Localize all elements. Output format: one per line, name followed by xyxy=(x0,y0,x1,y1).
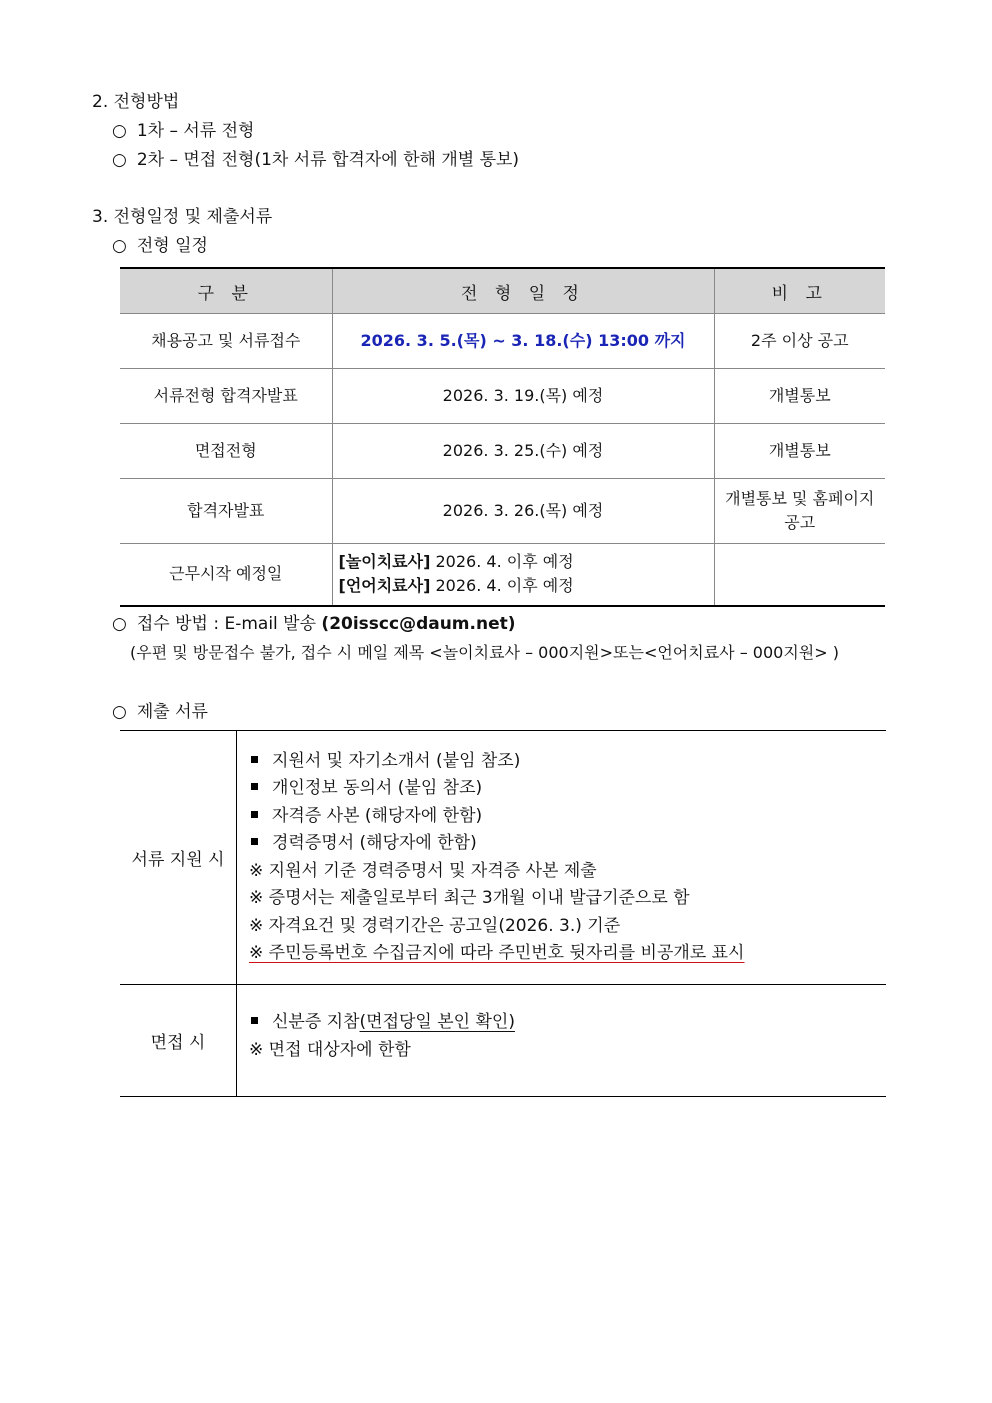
method-item-1: ○ 1차 – 서류 전형 xyxy=(112,121,255,141)
circle-bullet-icon: ○ xyxy=(112,150,127,170)
row-category: 채용공고 및 서류접수 xyxy=(120,314,332,369)
square-bullet-icon xyxy=(251,838,258,845)
documents-label: ○ 제출 서류 xyxy=(112,702,208,722)
table-row xyxy=(120,544,885,606)
table-header-row xyxy=(120,268,885,314)
row-note: 2주 이상 공고 xyxy=(714,314,885,369)
row-date: 2026. 3. 19.(목) 예정 xyxy=(332,369,714,424)
header-schedule: 전 형 일 정 xyxy=(332,268,714,314)
square-bullet-icon xyxy=(251,783,258,790)
method-item-2: ○ 2차 – 면접 전형(1차 서류 합격자에 한해 개별 통보) xyxy=(112,150,520,170)
row-category: 합격자발표 xyxy=(120,479,332,544)
row-category: 근무시작 예정일 xyxy=(120,544,332,606)
list-item: 경력증명서 (해당자에 한함) xyxy=(249,830,886,858)
row-date: 2026. 3. 26.(목) 예정 xyxy=(332,479,714,544)
row-note: 개별통보 xyxy=(714,424,885,479)
section-2-heading: 2. 전형방법 xyxy=(92,92,180,112)
circle-bullet-icon: ○ xyxy=(112,702,127,722)
square-bullet-icon xyxy=(251,811,258,818)
table-row xyxy=(120,369,885,424)
note-item: ※ 면접 대상자에 한함 xyxy=(249,1039,411,1060)
row-date: 2026. 3. 5.(목) ~ 3. 18.(수) 13:00 까지 xyxy=(332,314,714,369)
doc-category: 면접 시 xyxy=(120,985,237,1097)
note-item: ※ 지원서 기준 경력증명서 및 자격증 사본 제출 xyxy=(249,860,597,881)
note-item: ※ 증명서는 제출일로부터 최근 3개월 이내 발급기준으로 함 xyxy=(249,888,690,908)
table-row xyxy=(120,424,885,479)
note-item: ※ 자격요건 및 경력기간은 공고일(2026. 3.) 기준 xyxy=(249,915,621,936)
list-item: 자격증 사본 (해당자에 한함) xyxy=(249,803,886,831)
list-item: 개인정보 동의서 (붙임 참조) xyxy=(249,775,886,803)
circle-bullet-icon: ○ xyxy=(112,121,127,141)
submission-note: (우편 및 방문접수 불가, 접수 시 메일 제목 <놀이치료사 – 000지원>또는<언어치료사 – 000지원> ) xyxy=(130,643,839,662)
row-category: 서류전형 합격자발표 xyxy=(120,369,332,424)
table-row xyxy=(120,314,885,369)
header-note: 비 고 xyxy=(714,268,885,314)
circle-bullet-icon: ○ xyxy=(112,614,127,634)
schedule-label: ○ 전형 일정 xyxy=(112,236,208,256)
doc-category: 서류 지원 시 xyxy=(120,731,237,985)
list-item: 신분증 지참(면접당일 본인 확인) xyxy=(249,1009,886,1037)
row-note: 개별통보 xyxy=(714,369,885,424)
documents-table xyxy=(120,730,886,1097)
doc-list xyxy=(237,731,887,985)
circle-bullet-icon: ○ xyxy=(112,236,127,256)
row-category: 면접전형 xyxy=(120,424,332,479)
row-note xyxy=(714,544,885,606)
row-note: 개별통보 및 홈페이지 공고 xyxy=(714,479,885,544)
table-row xyxy=(120,731,886,985)
list-item: 지원서 및 자기소개서 (붙임 참조) xyxy=(249,748,886,776)
row-date: 2026. 3. 25.(수) 예정 xyxy=(332,424,714,479)
table-row xyxy=(120,985,886,1097)
doc-list xyxy=(237,985,887,1097)
header-category: 구 분 xyxy=(120,268,332,314)
schedule-table xyxy=(120,267,885,607)
row-date: [놀이치료사] 2026. 4. 이후 예정 [언어치료사] 2026. 4. 이후 예정 xyxy=(332,544,714,606)
submission-method: ○ 접수 방법 : E-mail 발송 (20isscc@daum.net) xyxy=(112,614,516,634)
highlight-note: ※ 주민등록번호 수집금지에 따라 주민번호 뒷자리를 비공개로 표시 xyxy=(249,943,745,963)
section-3-heading: 3. 전형일정 및 제출서류 xyxy=(92,207,273,227)
square-bullet-icon xyxy=(251,1017,258,1024)
square-bullet-icon xyxy=(251,756,258,763)
table-row xyxy=(120,479,885,544)
email-address: (20isscc@daum.net) xyxy=(321,614,516,634)
